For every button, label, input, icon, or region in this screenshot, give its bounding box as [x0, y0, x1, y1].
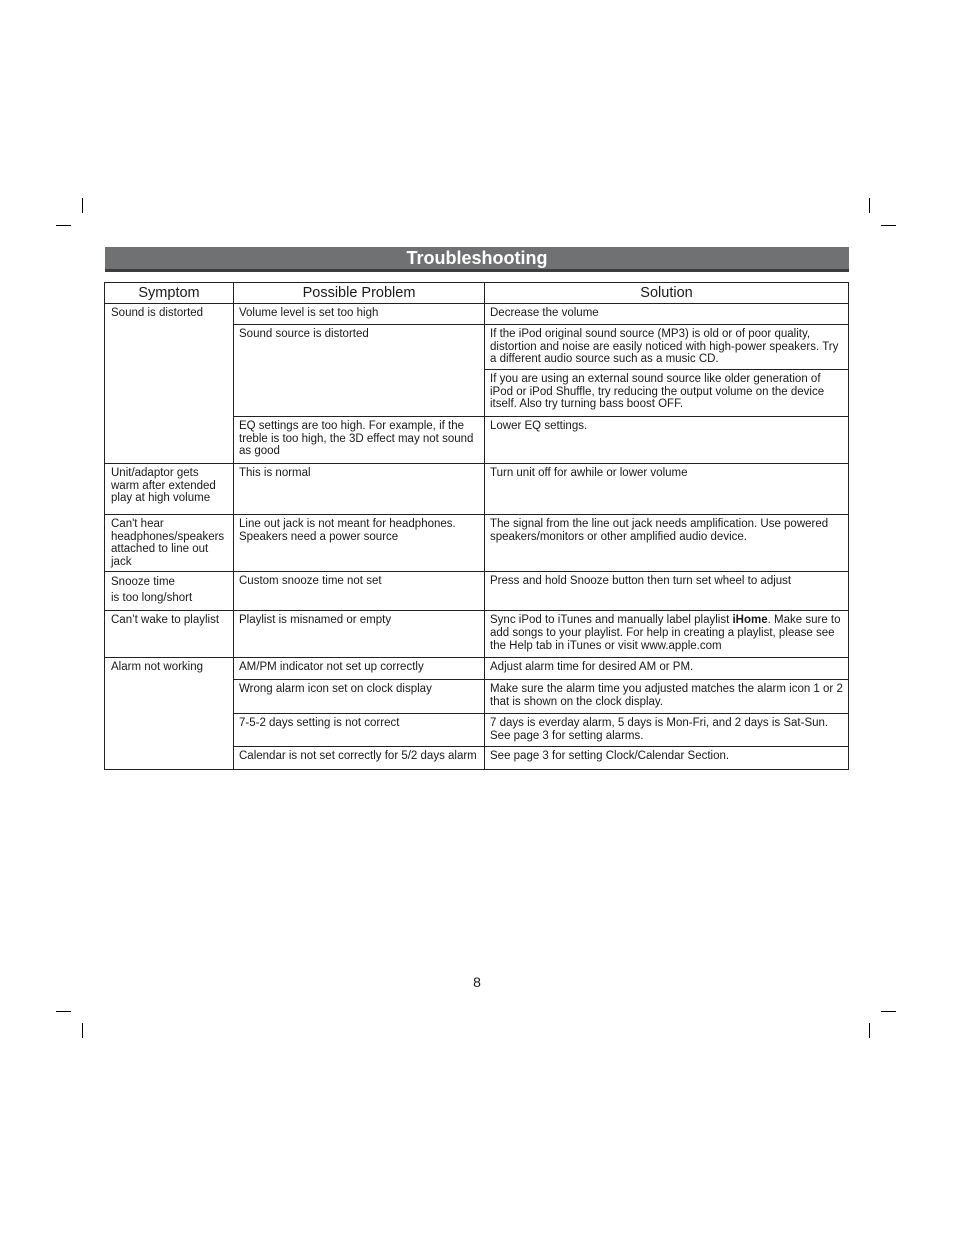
playlist-name: iHome — [732, 614, 768, 627]
solution-cell: Adjust alarm time for desired AM or PM. — [485, 658, 849, 680]
table-header-row — [105, 283, 849, 304]
problem-cell: EQ settings are too high. For example, if the treble is too high, the 3D effect may not sound as good — [234, 417, 485, 464]
table-row — [105, 611, 849, 658]
symptom-cell: Alarm not working — [105, 658, 234, 770]
table-row — [105, 464, 849, 515]
solution-cell: Lower EQ settings. — [485, 417, 849, 464]
problem-cell: Volume level is set too high — [234, 304, 485, 325]
problem-cell: Line out jack is not meant for headphones. Speakers need a power source — [234, 515, 485, 572]
symptom-cell: Sound is distorted — [105, 304, 234, 464]
solution-text: . Make sure to add songs to your playlist. For help in creating a playlist, please see the Help tab in iTunes or visit www.apple.com — [490, 614, 841, 652]
solution-cell: If the iPod original sound source (MP3) is old or of poor quality, distortion and noise are easily noticed with high-power speakers. Try a different audio source such as a music CD. — [485, 325, 849, 370]
crop-mark — [869, 1023, 870, 1038]
page-number: 8 — [473, 974, 481, 990]
symptom-cell: Can't hear headphones/speakers attached to line out jack — [105, 515, 234, 572]
crop-mark — [82, 1023, 83, 1038]
symptom-line: is too long/short — [111, 591, 193, 604]
table-row — [105, 304, 849, 325]
table-row — [105, 515, 849, 572]
crop-mark — [881, 1011, 896, 1012]
header-symptom: Symptom — [105, 283, 234, 304]
problem-cell: AM/PM indicator not set up correctly — [234, 658, 485, 680]
solution-cell — [485, 611, 849, 658]
solution-cell: Make sure the alarm time you adjusted matches the alarm icon 1 or 2 that is shown on the clock display. — [485, 680, 849, 714]
crop-mark — [56, 1011, 71, 1012]
problem-cell: Calendar is not set correctly for 5/2 days alarm — [234, 747, 485, 770]
header-possible-problem: Possible Problem — [234, 283, 485, 304]
solution-cell: Press and hold Snooze button then turn set wheel to adjust — [485, 572, 849, 611]
symptom-line: Snooze time — [111, 576, 175, 589]
table-row — [105, 658, 849, 680]
problem-cell: This is normal — [234, 464, 485, 515]
problem-cell: 7-5-2 days setting is not correct — [234, 714, 485, 747]
symptom-cell: Can’t wake to playlist — [105, 611, 234, 658]
solution-cell: See page 3 for setting Clock/Calendar Section. — [485, 747, 849, 770]
problem-cell: Custom snooze time not set — [234, 572, 485, 611]
crop-mark — [881, 225, 896, 226]
solution-text: Sync iPod to iTunes and manually label playlist — [490, 614, 733, 627]
problem-cell: Playlist is misnamed or empty — [234, 611, 485, 658]
crop-mark — [82, 198, 83, 213]
solution-cell: 7 days is everday alarm, 5 days is Mon-Fri, and 2 days is Sat-Sun. See page 3 for setting alarms. — [485, 714, 849, 747]
symptom-cell — [105, 572, 234, 611]
troubleshooting-table — [104, 282, 849, 770]
symptom-cell: Unit/adaptor gets warm after extended play at high volume — [105, 464, 234, 515]
header-solution: Solution — [485, 283, 849, 304]
problem-cell: Sound source is distorted — [234, 325, 485, 417]
crop-mark — [56, 225, 71, 226]
solution-cell: The signal from the line out jack needs amplification. Use powered speakers/monitors or other amplified audio device. — [485, 515, 849, 572]
table-row — [105, 572, 849, 611]
crop-mark — [869, 198, 870, 213]
section-title: Troubleshooting — [105, 247, 849, 272]
solution-cell: Turn unit off for awhile or lower volume — [485, 464, 849, 515]
solution-cell: If you are using an external sound source like older generation of iPod or iPod Shuffle, try reducing the output volume on the device itself. Also try turning bass boost OFF. — [485, 370, 849, 417]
solution-cell: Decrease the volume — [485, 304, 849, 325]
problem-cell: Wrong alarm icon set on clock display — [234, 680, 485, 714]
